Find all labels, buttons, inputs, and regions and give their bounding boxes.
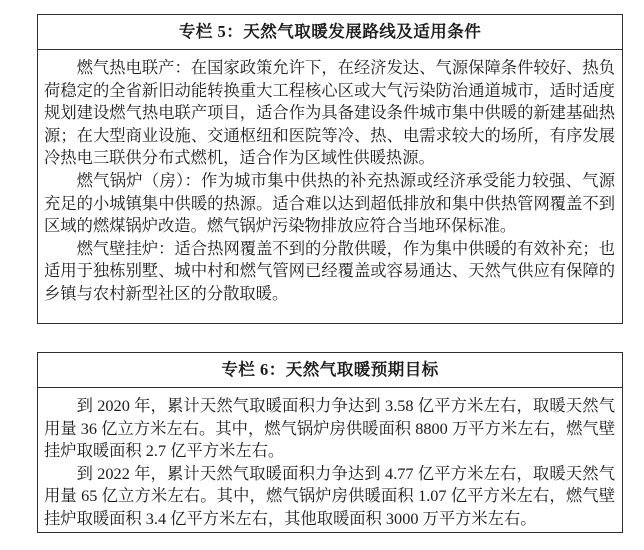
- column-box-6-body: [38, 388, 622, 537]
- column-box-5-body: [38, 50, 622, 312]
- column-box-6: [37, 352, 623, 533]
- column-box-5: [37, 14, 623, 324]
- paragraph-target-2022: 到 2022 年，累计天然气取暖面积力争达到 4.77 亿平方米左右，取暖天然气用量 65 亿立方米左右。其中，燃气锅炉房供暖面积 1.07 亿平方米左右，燃气壁挂炉取暖面积 3.4 亿平方米左右，其他取暖面积 3000 万平方米左右。: [44, 463, 615, 528]
- column-box-6-title: 专栏 6：天然气取暖预期目标: [38, 353, 622, 388]
- paragraph-wall-hung-boiler: 燃气壁挂炉：适合热网覆盖不到的分散供暖，作为集中供暖的有效补充；也适用于独栋别墅、城中村和燃气管网已经覆盖或容易通达、天然气供应有保障的乡镇与农村新型社区的分散取暖。: [44, 238, 615, 303]
- paragraph-gas-chp: 燃气热电联产：在国家政策允许下，在经济发达、气源保障条件较好、热负荷稳定的全省新旧动能转换重大工程核心区或大气污染防治通道城市，适时适度规划建设燃气热电联产项目，适合作为具备建设条件城市集中供暖的新建基础热源；在大型商业设施、交通枢纽和医院等冷、热、电需求较大的场所，有序发展冷热电三联供分布式燃机，适合作为区域性供暖热源。: [44, 58, 615, 168]
- paragraph-target-2020: 到 2020 年，累计天然气取暖面积力争达到 3.58 亿平方米左右，取暖天然气用量 36 亿立方米左右。其中，燃气锅炉房供暖面积 8800 万平方米左右，燃气壁挂炉取暖面积 2.7 亿平方米左右。: [44, 396, 615, 461]
- column-box-5-title: 专栏 5：天然气取暖发展路线及适用条件: [38, 15, 622, 50]
- paragraph-gas-boiler: 燃气锅炉（房）：作为城市集中供热的补充热源或经济承受能力较强、气源充足的小城镇集中供暖的热源。适合难以达到超低排放和集中供热管网覆盖不到区域的燃煤锅炉改造。燃气锅炉污染物排放应符合当地环保标准。: [44, 170, 615, 236]
